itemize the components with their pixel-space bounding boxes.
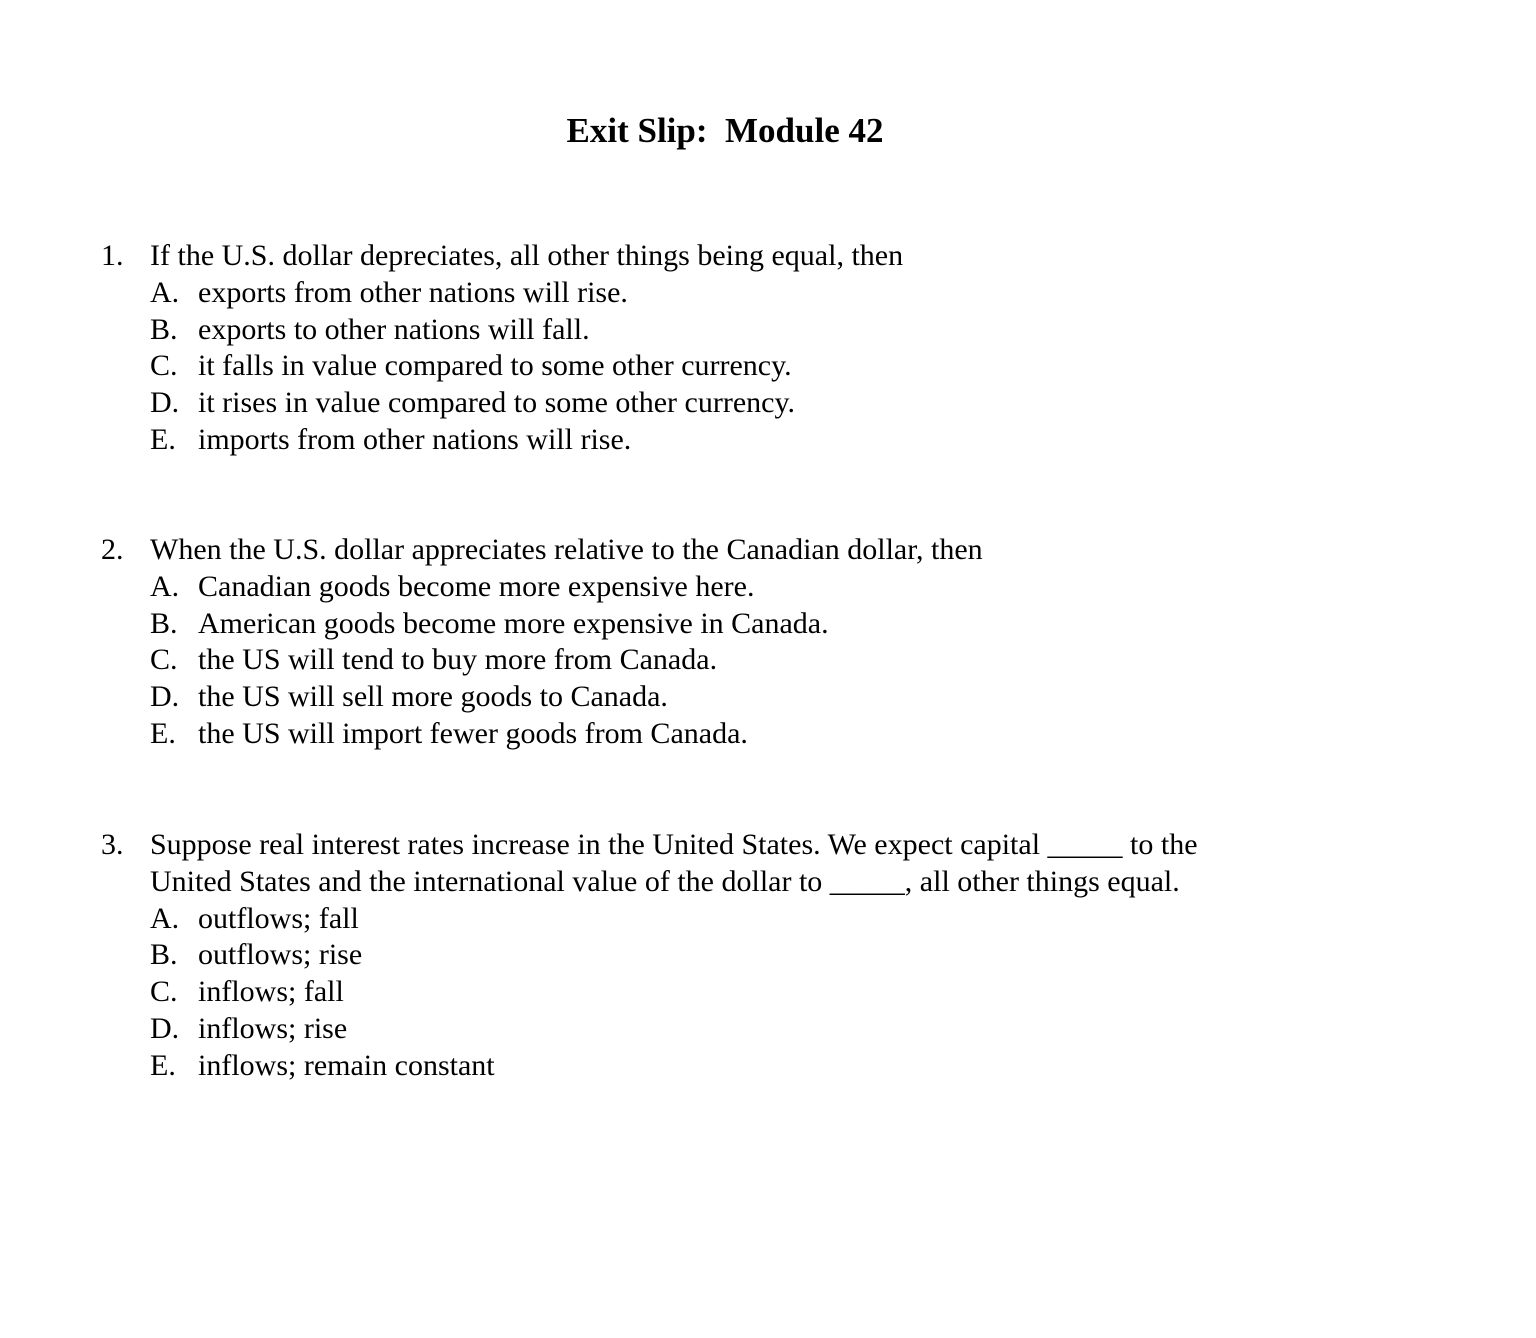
option-text: inflows; rise [198, 1011, 348, 1045]
question-text-continued: United States and the international value of the dollar to _____, all other things equal. [150, 864, 1180, 898]
option-letter: A. [150, 275, 180, 309]
option-letter: E. [150, 716, 176, 750]
question-2 [0, 532, 1440, 753]
option-letter: B. [150, 938, 178, 972]
option-letter: B. [150, 606, 178, 640]
option-text: imports from other nations will rise. [198, 422, 632, 456]
option-text: exports from other nations will rise. [198, 275, 628, 309]
question-number: 2. [101, 533, 124, 566]
option-c [0, 974, 1440, 1011]
option-text: it falls in value compared to some other currency. [198, 349, 792, 383]
question-stem-line [0, 827, 1440, 864]
option-text: American goods become more expensive in Canada. [198, 606, 829, 640]
option-a [0, 901, 1440, 938]
option-a [0, 569, 1440, 606]
option-e [0, 716, 1440, 753]
option-d [0, 1011, 1440, 1048]
option-letter: D. [150, 386, 180, 419]
option-text: outflows; rise [198, 938, 363, 972]
option-b [0, 606, 1440, 643]
option-letter: A. [150, 901, 180, 935]
option-letter: D. [150, 680, 180, 713]
option-text: the US will sell more goods to Canada. [198, 680, 668, 713]
option-text: the US will tend to buy more from Canada. [198, 643, 718, 677]
option-text: exports to other nations will fall. [198, 312, 590, 346]
option-text: Canadian goods become more expensive here. [198, 569, 755, 603]
option-d [0, 679, 1440, 716]
question-number: 1. [101, 239, 124, 272]
option-text: it rises in value compared to some other currency. [198, 386, 796, 419]
question-text: Suppose real interest rates increase in the United States. We expect capital _____ to the [150, 828, 1198, 861]
option-text: outflows; fall [198, 901, 359, 935]
option-e [0, 422, 1440, 459]
option-e [0, 1048, 1440, 1085]
option-letter: D. [150, 1011, 180, 1045]
option-letter: E. [150, 422, 176, 456]
option-text: inflows; fall [198, 975, 344, 1008]
option-letter: C. [150, 643, 178, 677]
option-text: the US will import fewer goods from Canada. [198, 716, 748, 750]
question-3 [0, 827, 1440, 1084]
option-b [0, 312, 1440, 349]
option-c [0, 642, 1440, 679]
option-a [0, 275, 1440, 312]
question-number: 3. [101, 828, 124, 861]
option-letter: C. [150, 975, 178, 1008]
question-stem-line [0, 864, 1440, 901]
option-d [0, 385, 1440, 422]
question-stem-line [0, 238, 1440, 275]
option-letter: A. [150, 569, 180, 603]
page-title: Exit Slip: Module 42 [566, 111, 884, 150]
option-text: inflows; remain constant [198, 1048, 495, 1082]
option-letter: E. [150, 1048, 176, 1082]
question-1 [0, 238, 1440, 459]
option-letter: B. [150, 312, 178, 346]
option-b [0, 937, 1440, 974]
question-text: When the U.S. dollar appreciates relative to the Canadian dollar, then [150, 533, 983, 566]
option-letter: C. [150, 349, 178, 383]
question-stem-line [0, 532, 1440, 569]
option-c [0, 348, 1440, 385]
question-text: If the U.S. dollar depreciates, all other things being equal, then [150, 239, 904, 272]
